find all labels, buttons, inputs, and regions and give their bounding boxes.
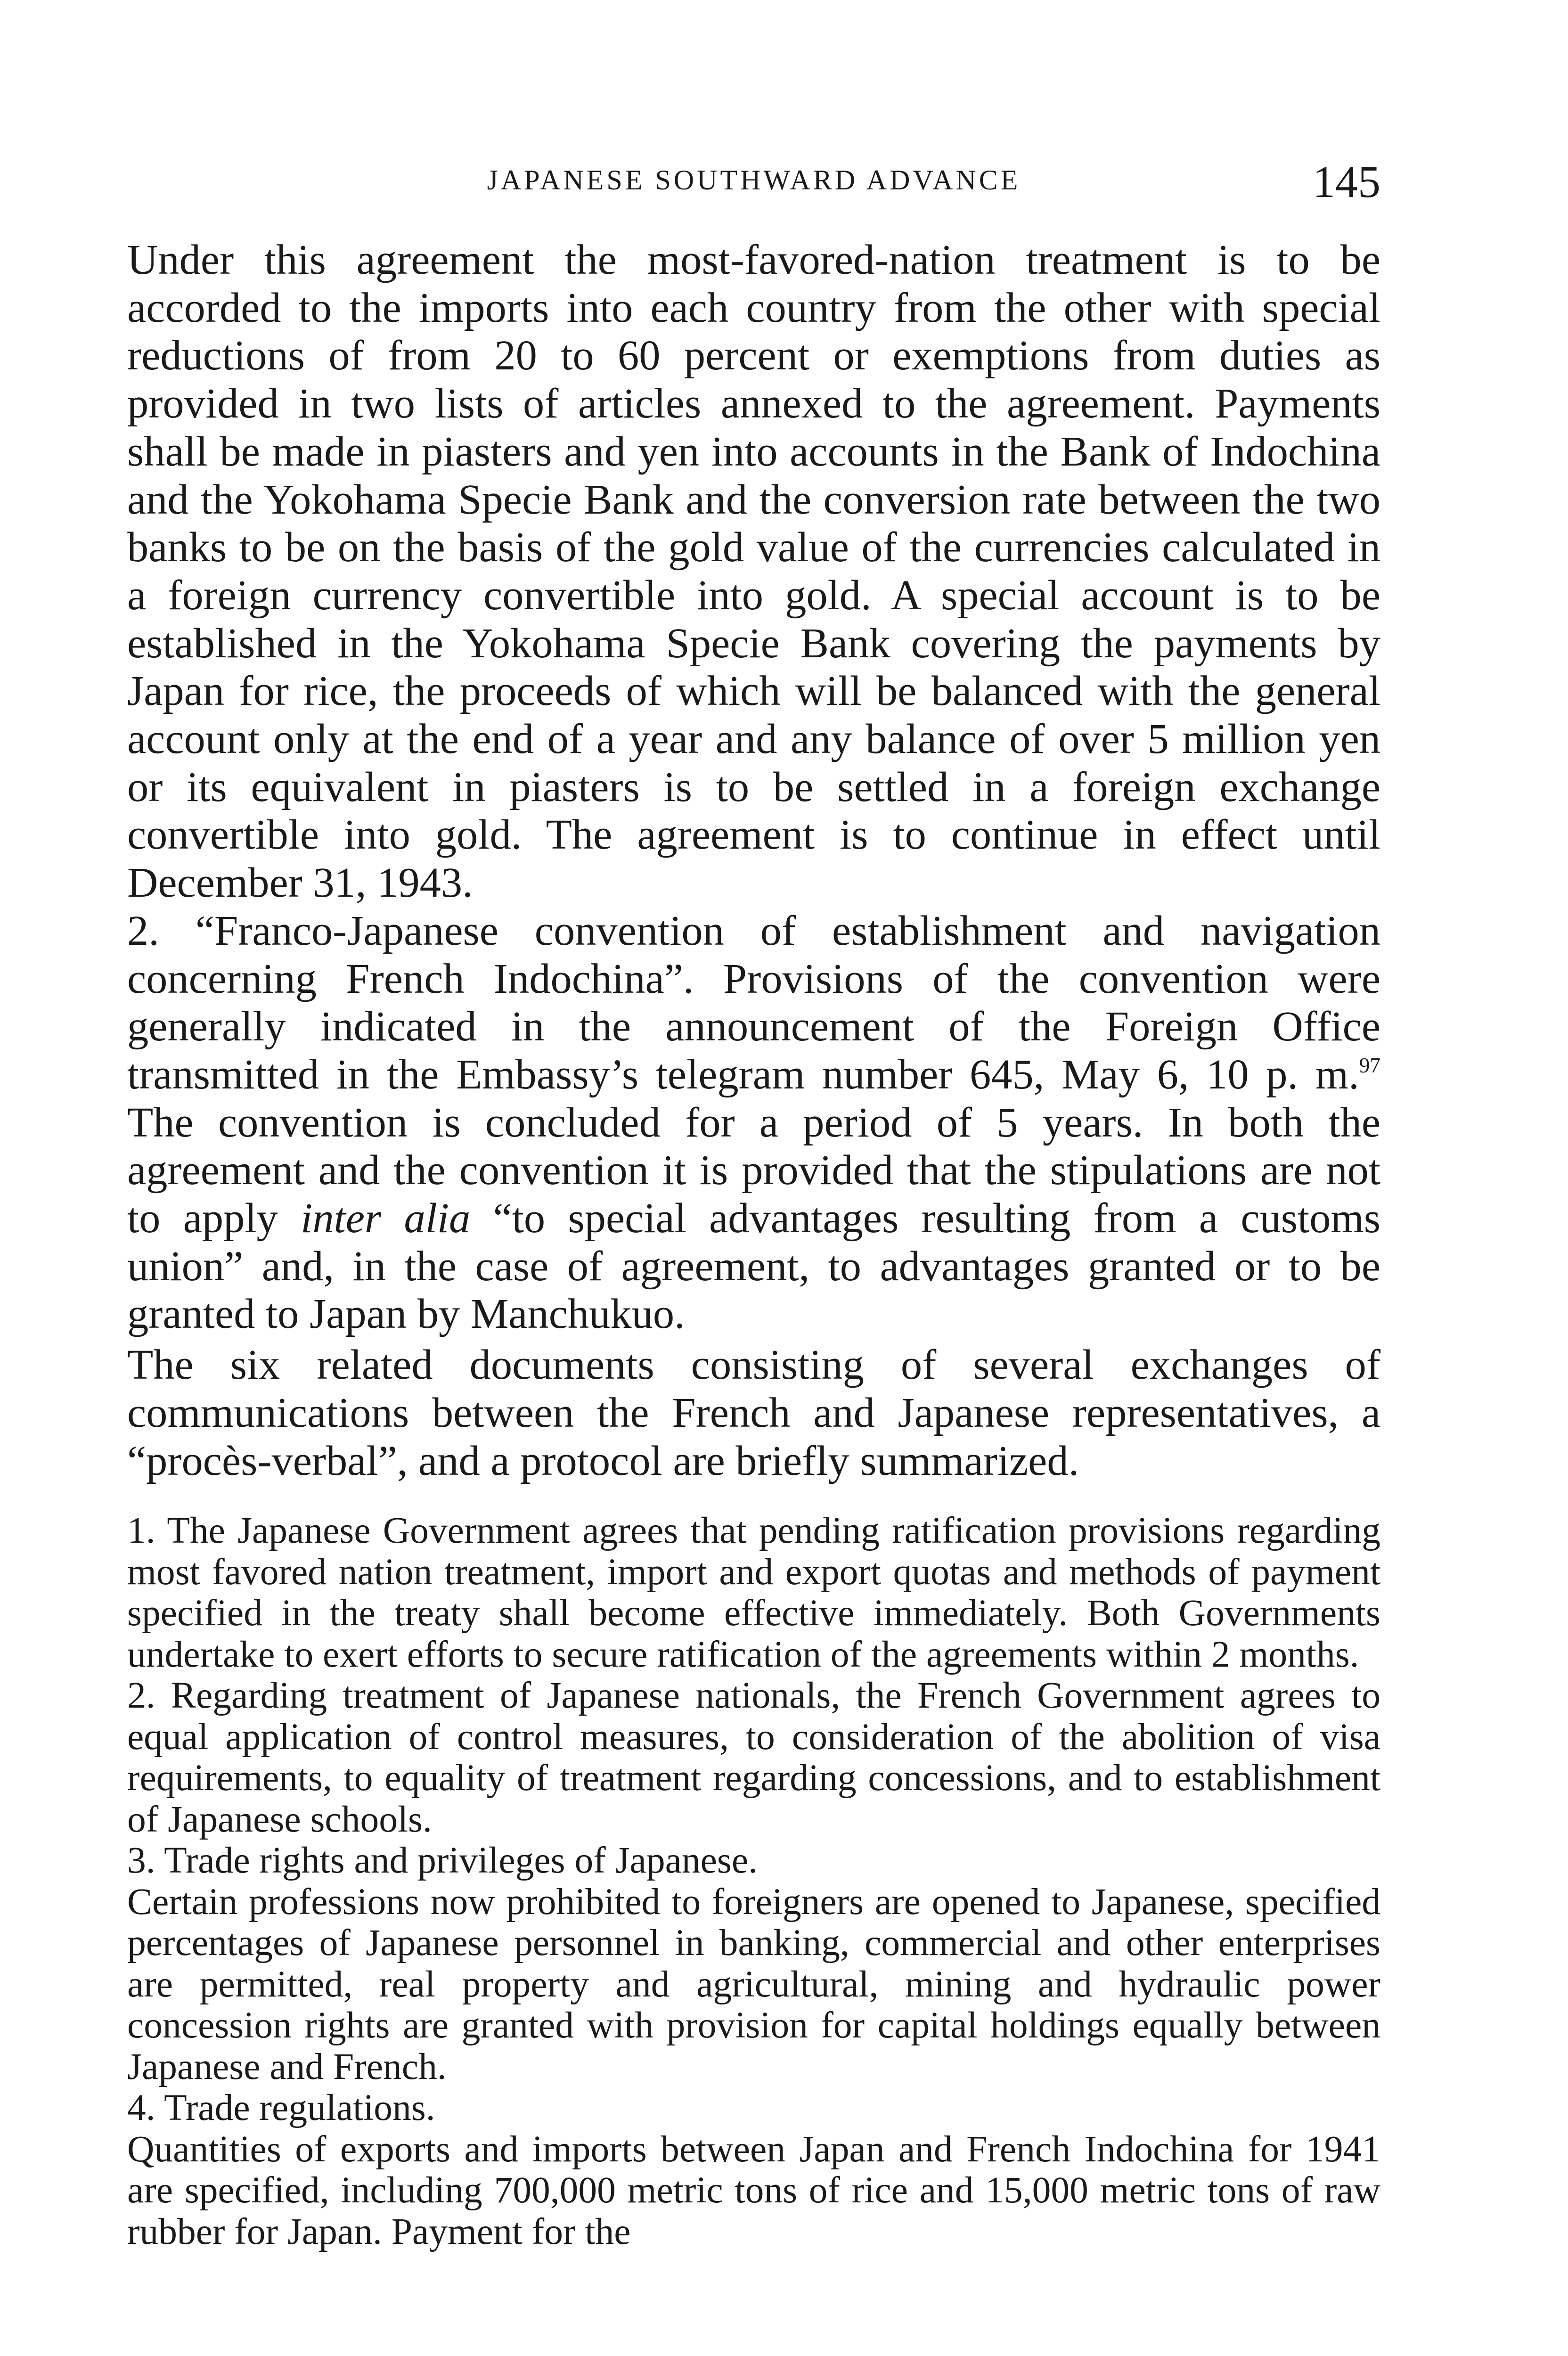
paragraph-2-part-c: “to special advantages resulting from a customs union” and, in the case of agreement, to advantages granted or to be granted to Japan by Manchukuo. xyxy=(127,1194,1381,1338)
paragraph-2-part-a: 2. “Franco-Japanese convention of establishment and navigation concerning French Indochina”. Provisions of the convention were generally indicated in the announcement of the Foreign Office transmitted in the Embassy’s telegram number 645, May 6, 10 p. m. xyxy=(127,906,1380,1098)
paragraph-1: Under this agreement the most-favored-nation treatment is to be accorded to the imports into each country from the other with special reductions of from 20 to 60 percent or exemptions from duties as provided in two lists of articles annexed to the agreement. Payments shall be made in piasters and yen into accounts in the Bank of Indochina and the Yokohama Specie Bank and the conversion rate between the two banks to be on the basis of the gold value of the currencies calculated in a foreign currency convertible into gold. A special account is to be established in the Yokohama Specie Bank covering the payments by Japan for rice, the proceeds of which will be balanced with the general account only at the end of a year and any balance of over 5 million yen or its equivalent in piasters is to be settled in a foreign exchange convertible into gold. The agreement is to continue in effect until December 31, 1943. xyxy=(127,236,1380,907)
summary-item-4-text: Quantities of exports and imports between Japan and French Indochina for 1941 are specified, including 700,000 metric tons of rice and 15,000 metric tons of raw rubber for Japan. Payment for the xyxy=(127,2128,1380,2252)
running-title: JAPANESE SOUTHWARD ADVANCE xyxy=(487,164,1021,196)
latin-phrase: inter alia xyxy=(301,1194,471,1242)
main-text xyxy=(127,236,1380,1484)
paragraph-2-part-b: The convention is concluded for a period of 5 years. In both the agreement and the convention it is provided that the stipulations are not to apply xyxy=(127,1098,1380,1242)
paragraph-2 xyxy=(127,907,1380,1338)
summary-item-4-heading: 4. Trade regulations. xyxy=(127,2087,435,2128)
paragraph-3: The six related documents consisting of several exchanges of communications between the French and Japanese representatives, a “procès-verbal”, and a protocol are briefly summarized. xyxy=(127,1341,1380,1484)
page-number: 145 xyxy=(1313,156,1380,207)
summary-item-3-heading: 3. Trade rights and privileges of Japanese. xyxy=(127,1840,758,1881)
summary-list xyxy=(127,1510,1380,2252)
summary-item-3-text: Certain professions now prohibited to foreigners are opened to Japanese, specified percentages of Japanese personnel in banking, commercial and other enterprises are permitted, real property and agricultural, mining and hydraulic power concession rights are granted with provision for capital holdings equally between Japanese and French. xyxy=(127,1881,1380,2087)
summary-item-1: 1. The Japanese Government agrees that pending ratification provisions regarding most favored nation treatment, import and export quotas and methods of payment specified in the treaty shall become effective immediately. Both Governments undertake to exert efforts to secure ratification of the agreements within 2 months. xyxy=(127,1510,1380,1675)
running-head xyxy=(127,155,1380,207)
footnote-reference: 97 xyxy=(1359,1054,1380,1078)
summary-item-2: 2. Regarding treatment of Japanese nationals, the French Government agrees to equal application of control measures, to consideration of the abolition of visa requirements, to equality of treatment regarding concessions, and to establishment of Japanese schools. xyxy=(127,1675,1380,1840)
